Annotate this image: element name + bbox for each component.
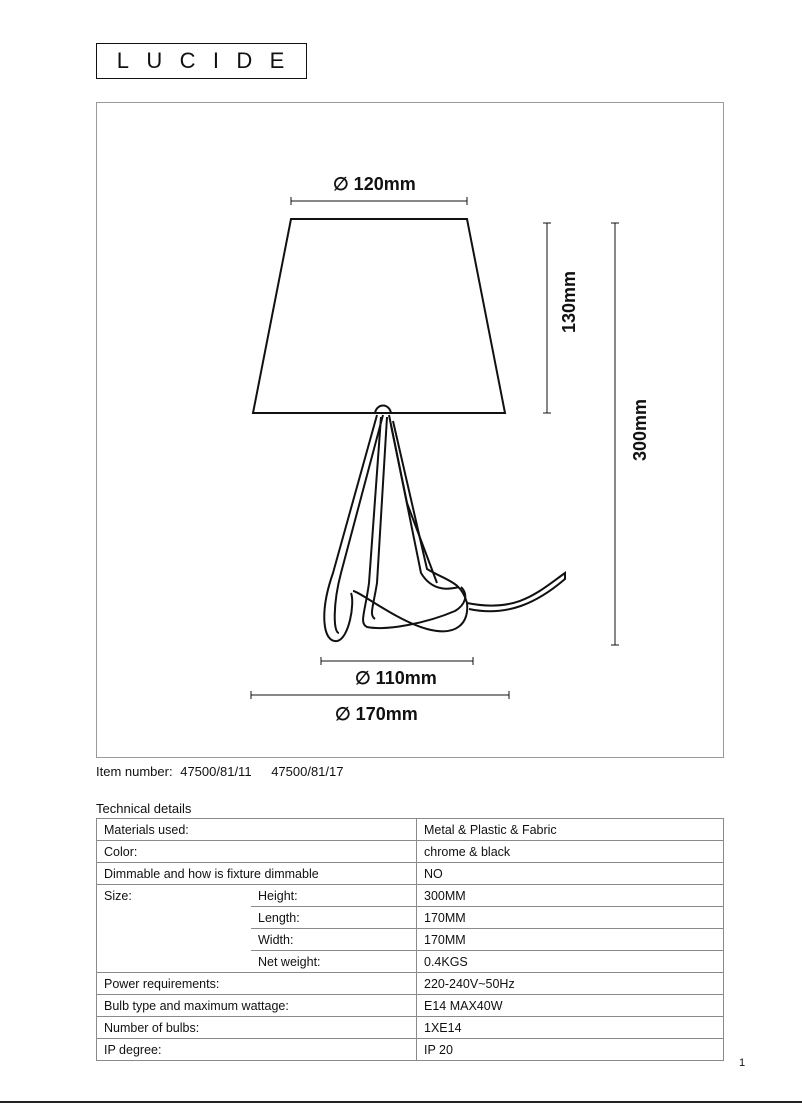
logo-letter: U bbox=[146, 48, 165, 73]
technical-details-title: Technical details bbox=[96, 801, 192, 816]
bottom-divider bbox=[0, 1101, 802, 1103]
row-label bbox=[97, 907, 252, 929]
item-number bbox=[96, 764, 347, 779]
page-number: 1 bbox=[739, 1057, 746, 1069]
dim-shade-height-line bbox=[543, 223, 551, 413]
dim-total-height: 300mm bbox=[630, 398, 650, 461]
dim-base-outer-line bbox=[251, 691, 509, 699]
table-row bbox=[97, 863, 724, 885]
row-label bbox=[97, 929, 252, 951]
row-value: 300MM bbox=[417, 885, 724, 907]
row-label: Materials used: bbox=[97, 819, 417, 841]
row-label: Power requirements: bbox=[97, 973, 417, 995]
row-value: Metal & Plastic & Fabric bbox=[417, 819, 724, 841]
table-row bbox=[97, 951, 724, 973]
dim-base-inner: ∅ 110mm bbox=[355, 668, 437, 688]
row-label: Bulb type and maximum wattage: bbox=[97, 995, 417, 1017]
lamp-wire-base bbox=[324, 415, 565, 641]
row-label: Size: bbox=[97, 885, 252, 907]
row-label: Color: bbox=[97, 841, 417, 863]
item-number-label: Item number: bbox=[96, 764, 173, 779]
table-row bbox=[97, 929, 724, 951]
table-row bbox=[97, 841, 724, 863]
dim-base-outer: ∅ 170mm bbox=[335, 704, 418, 724]
lamp-shade bbox=[253, 219, 505, 413]
table-row bbox=[97, 1017, 724, 1039]
table-row bbox=[97, 1039, 724, 1061]
logo-letter: L bbox=[116, 48, 131, 73]
technical-details-table bbox=[96, 818, 724, 1061]
lamp-socket bbox=[375, 406, 391, 414]
dim-shade-diameter: ∅ 120mm bbox=[333, 174, 416, 194]
row-value: E14 MAX40W bbox=[417, 995, 724, 1017]
logo-letter: I bbox=[212, 48, 221, 73]
row-label: Number of bulbs: bbox=[97, 1017, 417, 1039]
row-value: 220-240V~50Hz bbox=[417, 973, 724, 995]
row-sublabel: Length: bbox=[251, 907, 417, 929]
row-label: Dimmable and how is fixture dimmable bbox=[97, 863, 417, 885]
table-row bbox=[97, 973, 724, 995]
row-value: 1XE14 bbox=[417, 1017, 724, 1039]
dim-base-inner-line bbox=[321, 657, 473, 665]
logo-letter: D bbox=[236, 48, 255, 73]
table-row bbox=[97, 819, 724, 841]
row-value: 170MM bbox=[417, 907, 724, 929]
row-value: IP 20 bbox=[417, 1039, 724, 1061]
row-label bbox=[97, 951, 252, 973]
dim-shade-diameter-line bbox=[291, 197, 467, 205]
table-row bbox=[97, 995, 724, 1017]
technical-drawing bbox=[96, 102, 724, 758]
logo-letter: E bbox=[269, 48, 287, 73]
row-value: NO bbox=[417, 863, 724, 885]
row-sublabel: Net weight: bbox=[251, 951, 417, 973]
table-row bbox=[97, 885, 724, 907]
brand-logo bbox=[96, 43, 307, 79]
item-number-value: 47500/81/17 bbox=[271, 764, 344, 779]
item-number-value: 47500/81/11 bbox=[180, 764, 252, 779]
row-sublabel: Width: bbox=[251, 929, 417, 951]
dim-shade-height: 130mm bbox=[559, 270, 579, 333]
row-sublabel: Height: bbox=[251, 885, 417, 907]
logo-letter: C bbox=[179, 48, 198, 73]
table-row bbox=[97, 907, 724, 929]
row-label: IP degree: bbox=[97, 1039, 417, 1061]
row-value: 0.4KGS bbox=[417, 951, 724, 973]
row-value: chrome & black bbox=[417, 841, 724, 863]
row-value: 170MM bbox=[417, 929, 724, 951]
lamp-drawing-svg bbox=[97, 103, 725, 759]
dim-total-height-line bbox=[611, 223, 619, 645]
